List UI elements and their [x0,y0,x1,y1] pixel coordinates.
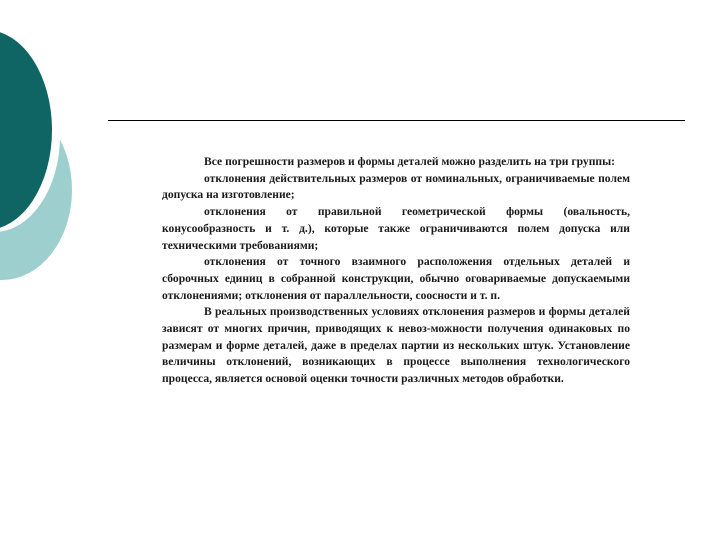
body-text [162,154,630,388]
paragraph-intro: Все погрешности размеров и формы деталей можно разделить на три группы: [204,155,615,168]
horizontal-rule [108,120,685,121]
paragraph-form-deviations: отклонения от правильной геометрической формы (овальность, конусообразность и т. д.), которые также ограничиваются полем допуска или техническими требованиями; [162,205,630,252]
paragraph-position-deviations: отклонения от точного взаимного расположения отдельных деталей и сборочных единиц в собранной конструкции, обычно оговариваемые допускаемыми отклонениями; отклонения от параллельности, соосности и т. п. [162,255,630,302]
paragraph-size-deviations: отклонения действительных размеров от номинальных, ограничиваемые полем допуска на изготовление; [162,171,630,202]
decorative-circles [0,0,120,300]
paragraph-real-conditions: В реальных производственных условиях отклонения размеров и формы деталей зависят от многих причин, приводящих к невоз-можности получения одинаковых по размерам и форме деталей, даже в пределах партии из нескольких штук. Установление величины отклонений, возникающих в процессе выполнения технологического процесса, является основой оценки точности различных методов обработки. [162,305,630,386]
